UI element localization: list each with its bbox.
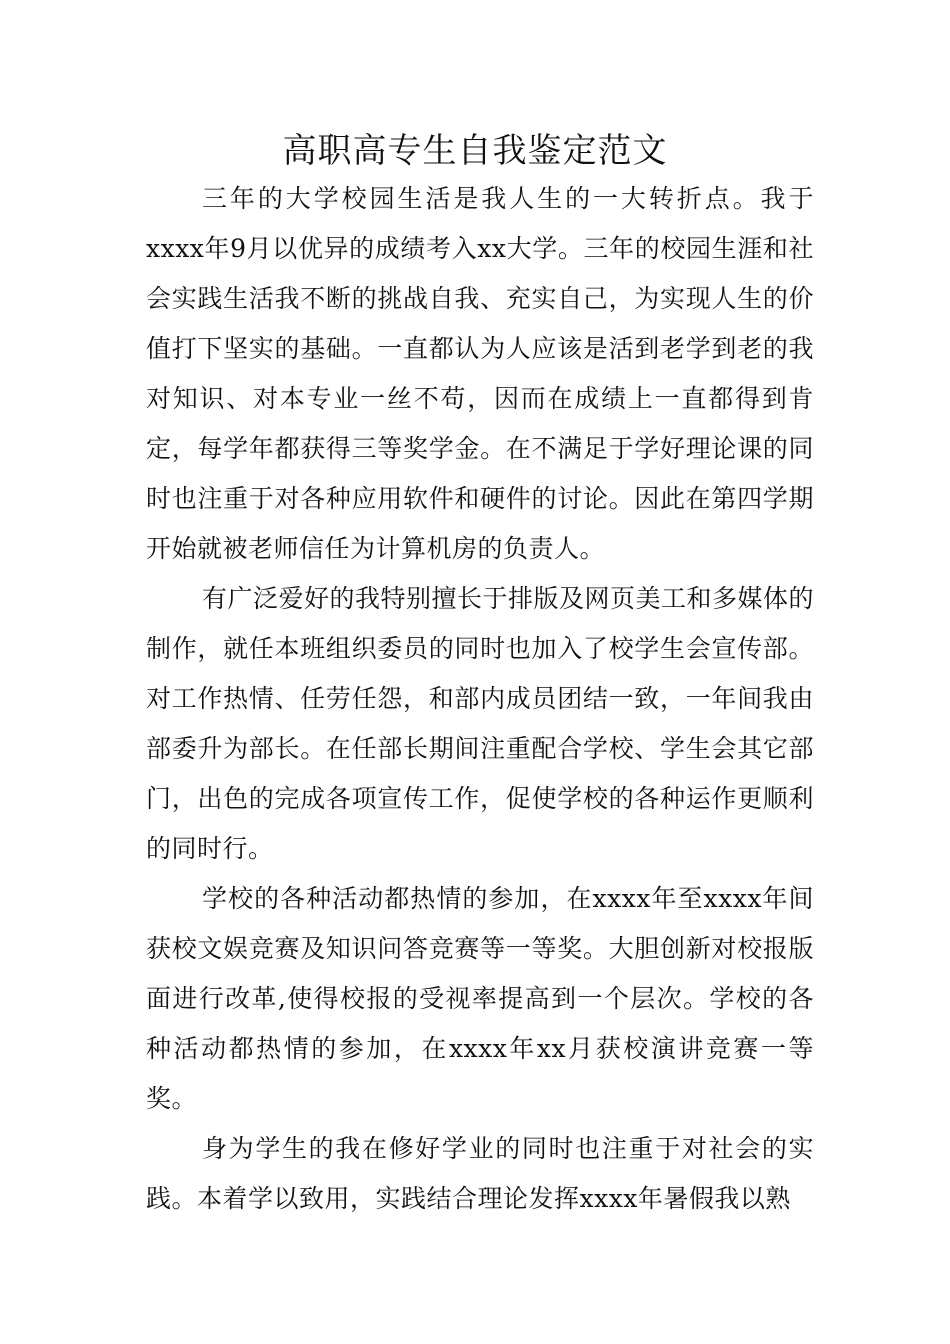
document-title: 高职高专生自我鉴定范文 <box>282 131 668 171</box>
paragraph: 学校的各种活动都热情的参加，在xxxx年至xxxx年间获校文娱竞赛及知识问答竞赛等一等奖。大胆创新对校报版面进行改革,使得校报的受视率提高到一个层次。学校的各种活动都热情的参加，在xxxx年xx月获校演讲竞赛一等奖。 <box>146 884 814 1113</box>
document-body <box>146 174 814 1224</box>
paragraph: 有广泛爱好的我特别擅长于排版及网页美工和多媒体的制作，就任本班组织委员的同时也加入了校学生会宣传部。对工作热情、任劳任怨，和部内成员团结一致，一年间我由部委升为部长。在任部长期间注重配合学校、学生会其它部门，出色的完成各项宣传工作，促使学校的各种运作更顺利的同时行。 <box>146 584 815 863</box>
paragraph: 身为学生的我在修好学业的同时也注重于对社会的实践。本着学以致用，实践结合理论发挥xxxx年暑假我以熟 <box>146 1134 814 1213</box>
paragraph: 三年的大学校园生活是我人生的一大转折点。我于xxxx年9月以优异的成绩考入xx大学。三年的校园生涯和社会实践生活我不断的挑战自我、充实自己，为实现人生的价值打下坚实的基础。一直都认为人应该是活到老学到老的我对知识、对本专业一丝不苟，因而在成绩上一直都得到肯定，每学年都获得三等奖学金。在不满足于学好理论课的同时也注重于对各种应用软件和硬件的讨论。因此在第四学期开始就被老师信任为计算机房的负责人。 <box>146 184 814 563</box>
